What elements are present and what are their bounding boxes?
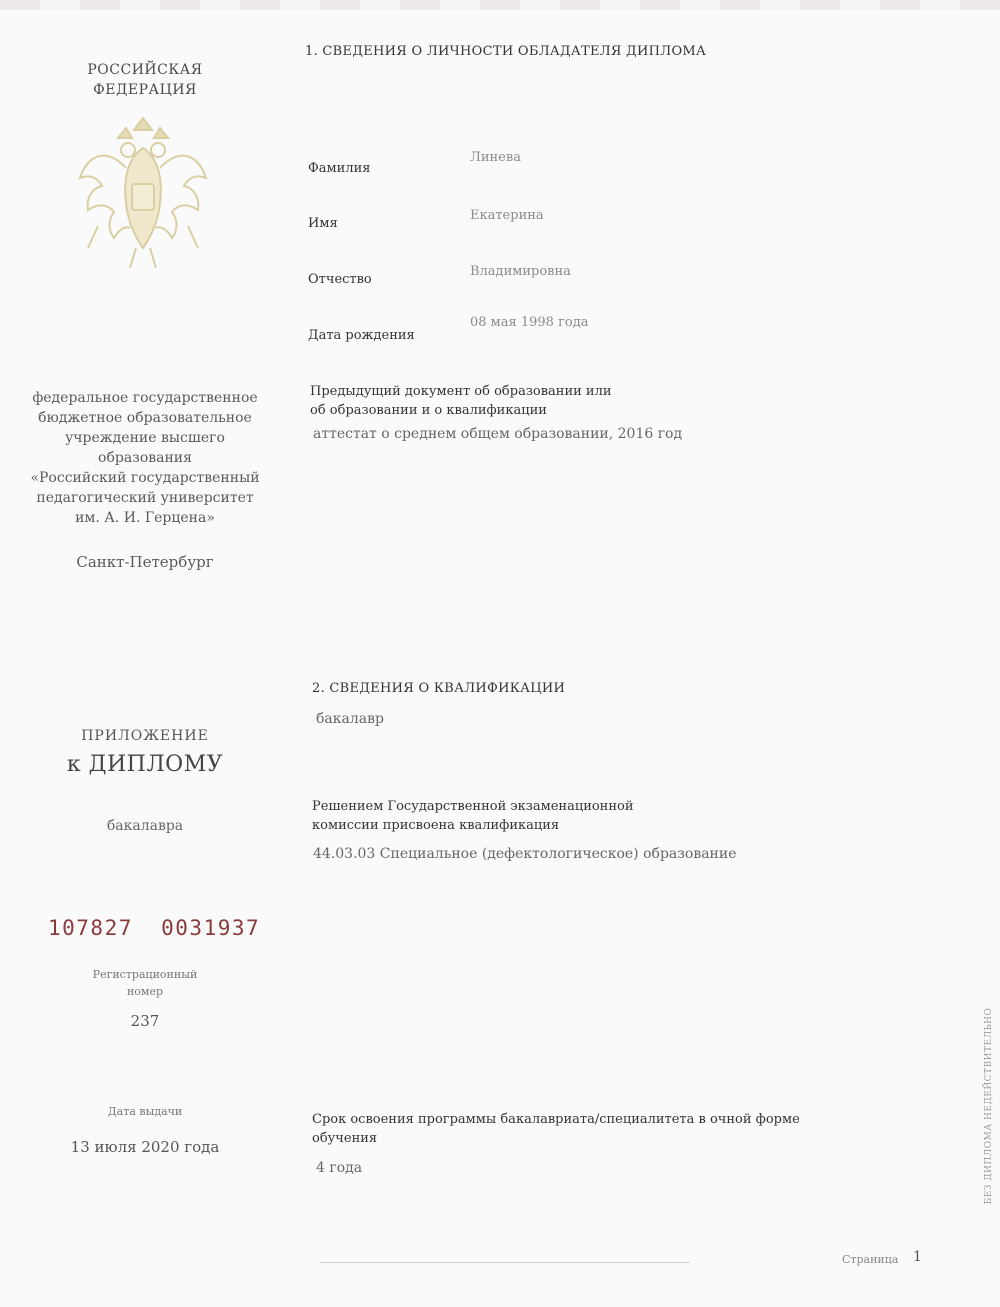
appendix-title: к ДИПЛОМУ — [66, 752, 224, 777]
qualification-decision-label: Решением Государственной экзаменационной комиссии присвоена квалификация — [312, 799, 634, 833]
invalid-without-diploma-note: БЕЗ ДИПЛОМА НЕДЕЙСТВИТЕЛЬНО — [984, 1007, 994, 1205]
specialty-value: 44.03.03 Специальное (дефектологическое) образование — [313, 846, 737, 862]
first-name-value: Екатерина — [470, 208, 544, 223]
top-edge-strip — [0, 0, 1000, 10]
study-duration-label: Срок освоения программы бакалавриата/специалитета в очной форме обучения — [312, 1112, 800, 1146]
issue-date-label: Дата выдачи — [107, 1105, 183, 1118]
appendix-label: ПРИЛОЖЕНИЕ — [81, 728, 209, 744]
issue-date: 13 июля 2020 года — [70, 1138, 220, 1156]
birth-date-value: 08 мая 1998 года — [470, 315, 589, 330]
qualification-value: бакалавр — [316, 711, 384, 727]
country-name: РОССИЙСКАЯ ФЕДЕРАЦИЯ — [87, 62, 203, 98]
study-duration-value: 4 года — [316, 1160, 363, 1176]
registration-number-label: Регистрационный номер — [92, 968, 198, 998]
coat-of-arms-icon — [68, 108, 218, 273]
page-number: 1 — [913, 1249, 922, 1265]
serial-number: 107827 0031937 — [48, 916, 261, 940]
institution-name: федеральное государственное бюджетное образовательное учреждение высшего образования «Российский государственный педагогический университет им. А. И. Герцена» — [30, 390, 260, 526]
surname-value: Линева — [470, 150, 521, 165]
previous-document-value: аттестат о среднем общем образовании, 2016 год — [313, 426, 683, 442]
registration-number: 237 — [130, 1012, 160, 1030]
birth-date-label: Дата рождения — [308, 328, 415, 343]
footer-divider — [320, 1262, 690, 1263]
patronymic-value: Владимировна — [470, 264, 571, 279]
patronymic-label: Отчество — [308, 272, 372, 287]
section2-title: 2. СВЕДЕНИЯ О КВАЛИФИКАЦИИ — [312, 681, 566, 696]
first-name-label: Имя — [308, 216, 338, 231]
previous-document-label: Предыдущий документ об образовании или об образовании и о квалификации — [310, 384, 612, 418]
city-name: Санкт-Петербург — [76, 553, 214, 571]
degree-name: бакалавра — [106, 818, 184, 834]
page-label: Страница — [842, 1253, 899, 1266]
section1-title: 1. СВЕДЕНИЯ О ЛИЧНОСТИ ОБЛАДАТЕЛЯ ДИПЛОМА — [305, 44, 707, 59]
surname-label: Фамилия — [308, 161, 371, 176]
